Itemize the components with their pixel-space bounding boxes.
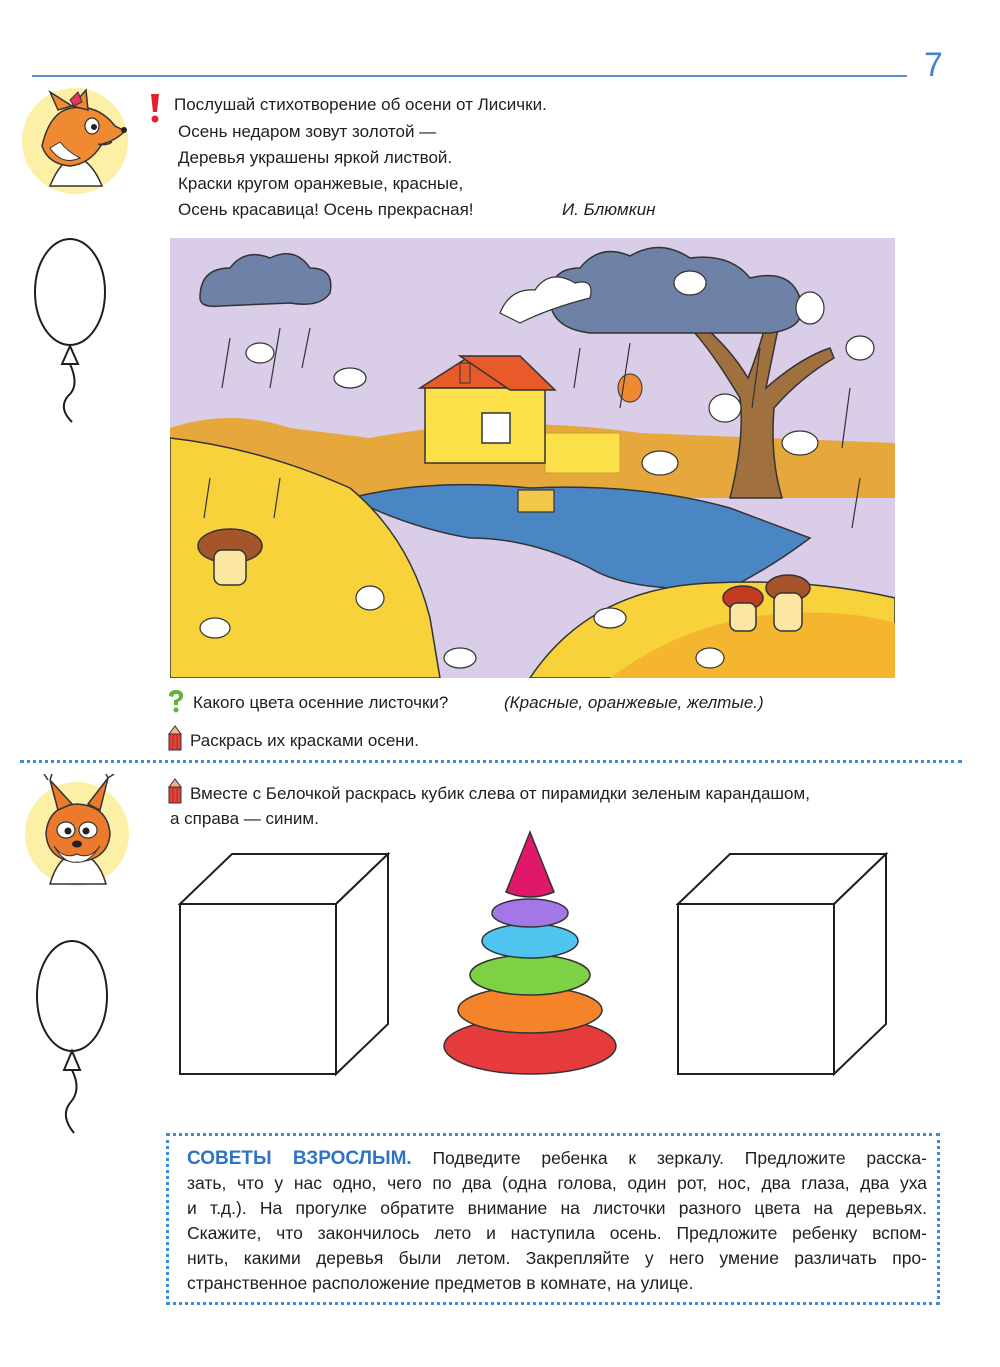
poem-intro: Послушай стихотворение об осени от Лисички. xyxy=(174,95,547,114)
autumn-landscape-illustration xyxy=(170,238,895,678)
squirrel-task-line: Вместе с Белочкой раскрась кубик слева от пирамидки зеленым карандашом, xyxy=(190,784,810,803)
pyramid-ring xyxy=(492,899,568,927)
coloring-task: Раскрась их красками осени. xyxy=(190,731,419,750)
fox-avatar xyxy=(20,86,130,196)
pyramid-ring xyxy=(470,955,590,995)
adult-tips-box xyxy=(166,1133,940,1305)
tips-line: странственное расположение предметов в комнате, на улице. xyxy=(187,1273,694,1293)
poem-line: Осень недаром зовут золотой — xyxy=(178,122,437,141)
pencil-icon xyxy=(166,778,184,804)
pencil-icon xyxy=(166,725,184,751)
ring-pyramid-toy xyxy=(440,828,620,1078)
squirrel-avatar xyxy=(22,774,132,889)
right-cube-outline[interactable] xyxy=(676,852,890,1078)
poem-line: Краски кругом оранжевые, красные, xyxy=(178,174,464,193)
balloon-icon xyxy=(28,236,112,436)
question-text: Какого цвета осенние листочки? xyxy=(193,693,449,712)
poem-author: И. Блюмкин xyxy=(562,200,656,219)
page-number: 7 xyxy=(924,46,943,84)
adult-tips-text xyxy=(187,1146,927,1296)
pyramid-top-cone xyxy=(506,832,554,897)
poem-line: Осень красавица! Осень прекрасная! xyxy=(178,200,474,219)
header-rule xyxy=(32,75,907,77)
tips-line: и т.д.). На прогулке обратите внимание на листочки разного цвета на деревьях. xyxy=(187,1198,927,1218)
poem-line: Деревья украшены яркой листвой. xyxy=(178,148,453,167)
question-icon xyxy=(166,689,186,713)
tips-line: Подведите ребенка к зеркалу. Предложите расска- xyxy=(432,1148,927,1168)
balloon-icon xyxy=(30,938,114,1143)
tips-line: зать, что у нас одно, чего по два (одна голова, один рот, нос, два глаза, два уха xyxy=(187,1173,927,1193)
tips-line: Скажите, что закончилось лето и наступила осень. Предложите ребенку вспом- xyxy=(187,1223,927,1243)
pyramid-ring xyxy=(482,924,578,958)
exclamation-icon xyxy=(148,92,162,124)
adult-tips-title: СОВЕТЫ ВЗРОСЛЫМ. xyxy=(187,1148,412,1169)
left-cube-outline[interactable] xyxy=(178,852,392,1078)
tips-line: нить, какими деревья были летом. Закрепляйте у него умение различать про- xyxy=(187,1248,927,1268)
question-answer: (Красные, оранжевые, желтые.) xyxy=(504,693,764,712)
section-separator xyxy=(20,760,962,763)
squirrel-task-line: а справа — синим. xyxy=(170,809,319,828)
